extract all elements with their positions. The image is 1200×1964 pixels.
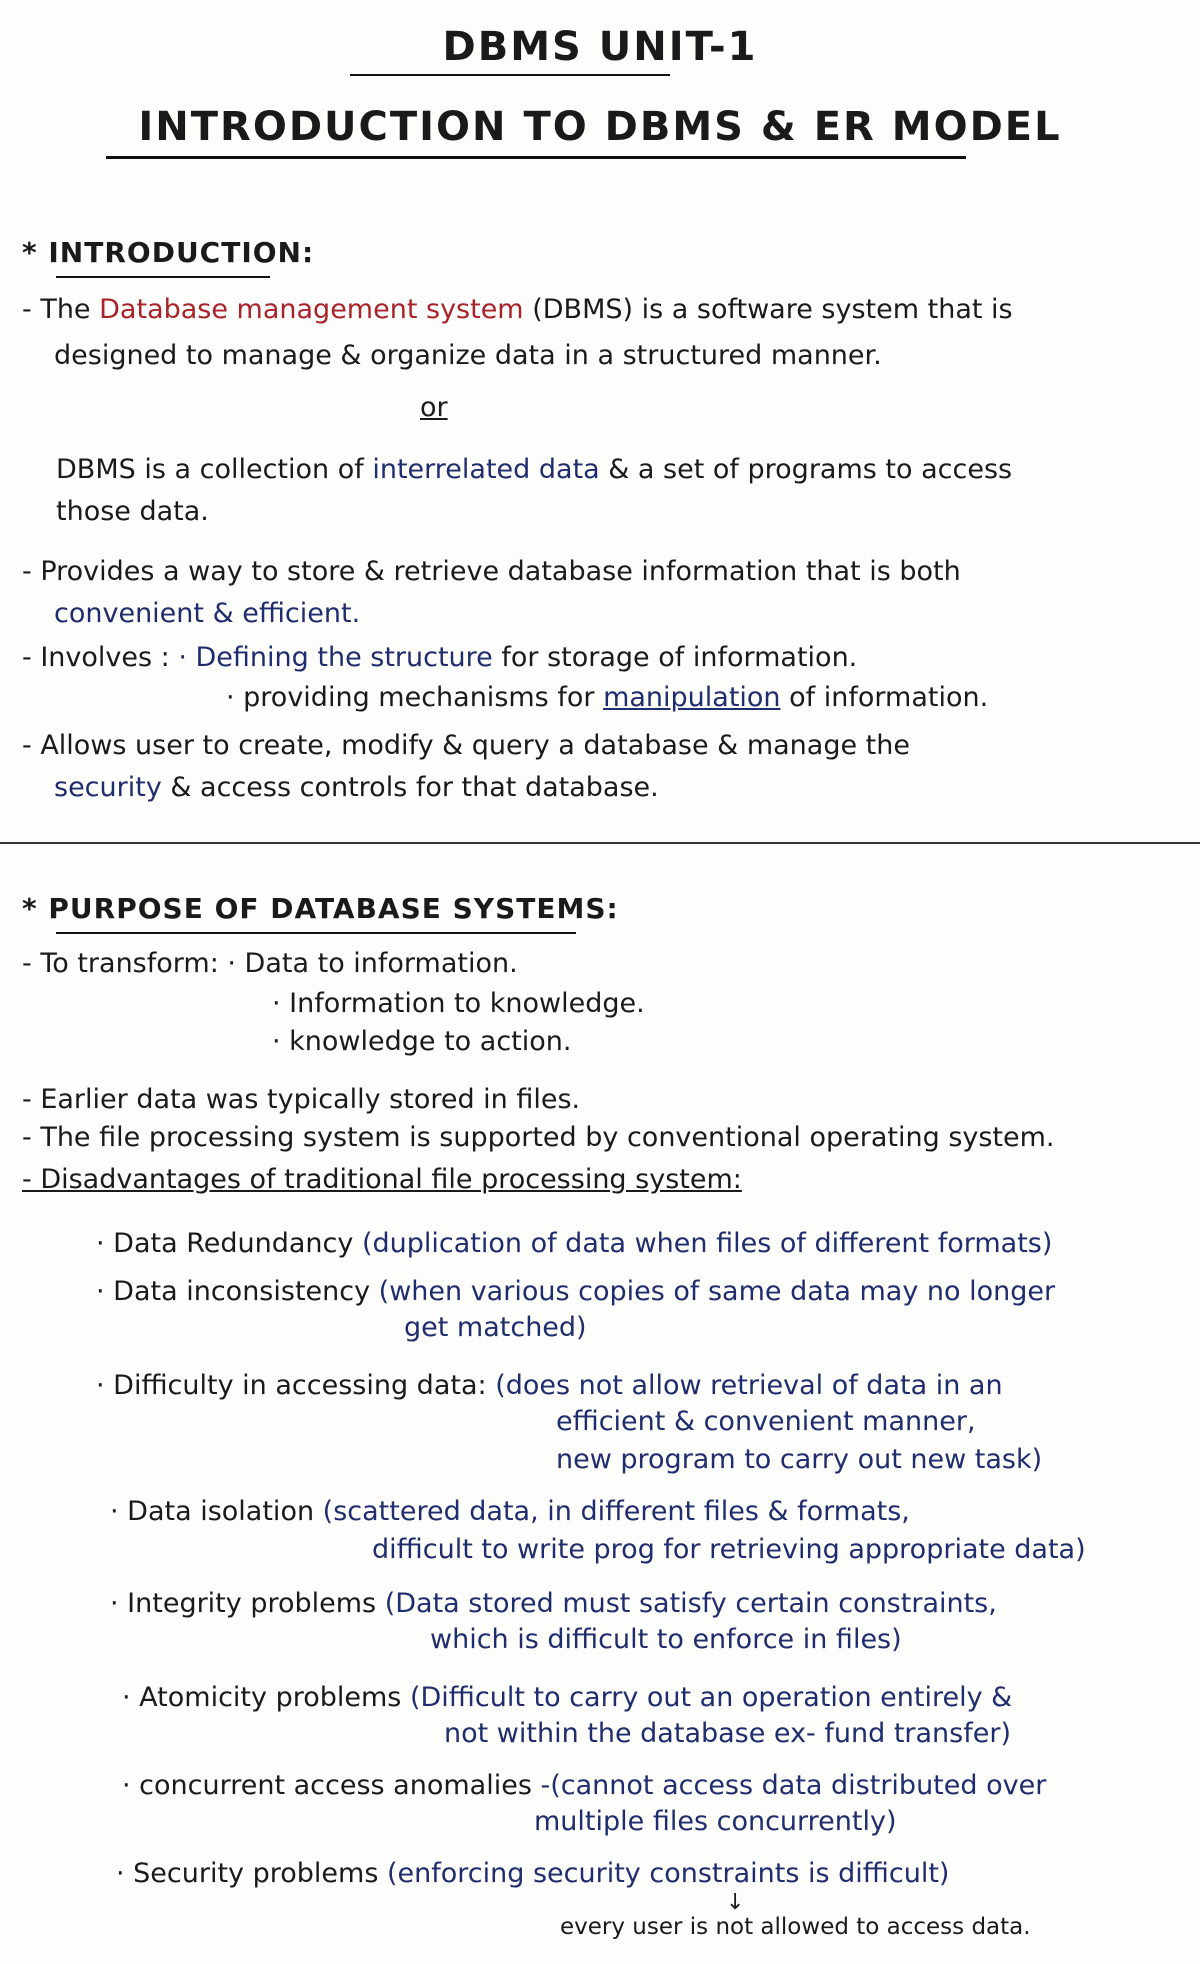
disadv-integrity-label: · Integrity problems [110,1588,377,1619]
intro-point3-line1: - Allows user to create, modify & query a database & manage the [22,730,910,761]
intro-point1-line2: convenient & efficient. [54,598,361,629]
intro-def1-term: Database management system [99,294,524,325]
intro-def1-line1 [22,294,1013,325]
purpose-heading: * PURPOSE OF DATABASE SYSTEMS: [22,892,619,925]
subtitle-underline [106,156,966,159]
intro-def2-line2: those data. [56,496,209,527]
disadv-isolation-desc2: difficult to write prog for retrieving appropriate data) [372,1534,1086,1565]
intro-point2-label: - Involves : [22,642,170,673]
intro-def2-line1 [56,454,1012,485]
disadv-redundancy [96,1228,1052,1259]
disadv-atomicity-desc: (Difficult to carry out an operation entirely & [409,1682,1013,1713]
disadv-accessing-desc3: new program to carry out new task) [556,1444,1043,1475]
disadv-security-label: · Security problems [116,1858,379,1889]
disadv-inconsistency-desc: (when various copies of same data may no longer [378,1276,1056,1307]
intro-point2-item1-b: for storage of information. [501,642,858,673]
title-underline [350,74,670,76]
purpose-file-system: - The file processing system is supported by conventional operating system. [22,1122,1055,1153]
disadv-integrity-desc2: which is difficult to enforce in files) [430,1624,902,1655]
purpose-transform-label: - To transform: [22,948,219,979]
disadv-concurrent-desc: -(cannot access data distributed over [540,1770,1047,1801]
disadv-isolation-desc: (scattered data, in different files & formats, [322,1496,910,1527]
disadv-concurrent [122,1770,1046,1801]
purpose-heading-underline [56,932,576,934]
purpose-transform-item2: · Information to knowledge. [272,988,645,1019]
purpose-transform-line1 [22,948,518,979]
intro-def2-a: DBMS is a collection of [56,454,364,485]
intro-def1-a: - The [22,294,91,325]
intro-point2-item1-a: · Defining the structure [178,642,493,673]
intro-heading: * INTRODUCTION: [22,236,315,269]
disadv-security [116,1858,949,1889]
disadv-inconsistency-desc2: get matched) [404,1312,587,1343]
disadv-atomicity-desc2: not within the database ex- fund transfer) [444,1718,1011,1749]
intro-heading-underline [56,276,270,278]
intro-point3-line2 [54,772,659,803]
intro-def1-b: (DBMS) is a software system that is [532,294,1013,325]
down-arrow-icon: ↓ [726,1890,745,1915]
disadv-isolation [110,1496,910,1527]
intro-point2-item2-a: · providing mechanisms for [226,682,595,713]
disadv-security-note: every user is not allowed to access data. [560,1914,1031,1940]
disadv-redundancy-desc: (duplication of data when files of different formats) [361,1228,1053,1259]
disadv-integrity [110,1588,997,1619]
intro-def1-line2: designed to manage & organize data in a structured manner. [54,340,882,371]
purpose-earlier: - Earlier data was typically stored in files. [22,1084,581,1115]
purpose-transform-item1: · Data to information. [227,948,518,979]
disadv-accessing-desc: (does not allow retrieval of data in an [495,1370,1003,1401]
disadv-concurrent-label: · concurrent access anomalies [122,1770,532,1801]
page-title: DBMS UNIT-1 [442,24,758,70]
disadv-accessing-label: · Difficulty in accessing data: [96,1370,487,1401]
intro-or: or [420,392,448,423]
disadv-integrity-desc: (Data stored must satisfy certain constraints, [384,1588,997,1619]
disadv-redundancy-label: · Data Redundancy [96,1228,354,1259]
intro-point2-item2-c: of information. [789,682,989,713]
disadv-atomicity-label: · Atomicity problems [122,1682,402,1713]
purpose-disadvantages: - Disadvantages of traditional file processing system: [22,1164,742,1195]
intro-point1-line1: - Provides a way to store & retrieve database information that is both [22,556,961,587]
disadv-inconsistency [96,1276,1055,1307]
intro-point2-line1 [22,642,857,673]
intro-point3-security: security [54,772,162,803]
page-subtitle: INTRODUCTION TO DBMS & ER MODEL [138,104,1062,150]
intro-point3-rest: & access controls for that database. [170,772,659,803]
section-divider [0,842,1200,844]
intro-point2-line2 [226,682,988,713]
disadv-inconsistency-label: · Data inconsistency [96,1276,371,1307]
disadv-isolation-label: · Data isolation [110,1496,315,1527]
disadv-atomicity [122,1682,1012,1713]
intro-def2-b: & a set of programs to access [608,454,1013,485]
intro-point2-item2-b: manipulation [603,682,781,713]
disadv-security-desc: (enforcing security constraints is difficult) [387,1858,950,1889]
disadv-accessing-desc2: efficient & convenient manner, [556,1406,976,1437]
disadv-concurrent-desc2: multiple files concurrently) [534,1806,897,1837]
intro-def2-term: interrelated data [372,454,600,485]
disadv-accessing [96,1370,1003,1401]
purpose-transform-item3: · knowledge to action. [272,1026,572,1057]
